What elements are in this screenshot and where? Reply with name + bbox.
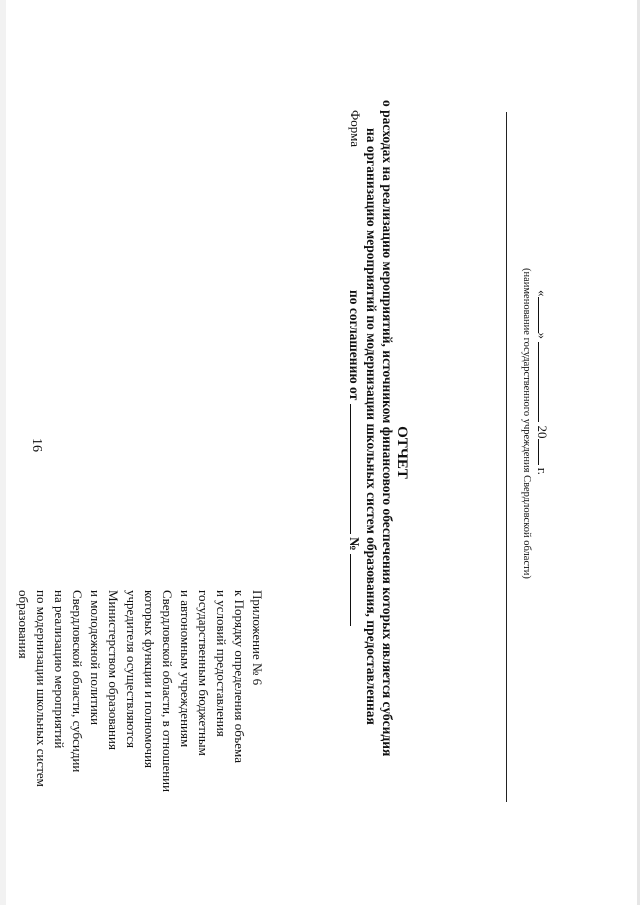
page-number: 16 <box>29 438 44 452</box>
report-title: ОТЧЕТ <box>394 426 410 479</box>
appendix-line: и автономным учреждениям <box>178 590 193 748</box>
appendix-line: Свердловской области, в отношении <box>160 590 175 793</box>
agreement-number-blank[interactable] <box>350 554 363 626</box>
report-date-line <box>534 290 551 475</box>
date-year-blank[interactable] <box>538 439 551 465</box>
date-day-blank[interactable] <box>538 297 551 333</box>
report-subtitle-line-1: о расходах на реализацию мероприятий, источником финансового обеспечения которых является субсидия <box>380 100 395 757</box>
agreement-number-sign: № <box>347 537 362 551</box>
appendix-line: Приложение № 6 <box>250 590 265 686</box>
date-close-quote: » <box>535 332 550 339</box>
appendix-line: на реализацию мероприятий <box>52 590 67 749</box>
institution-name-line[interactable] <box>506 112 507 802</box>
appendix-line: и условий предоставления <box>214 590 229 737</box>
form-label: Форма <box>348 110 363 147</box>
date-open-quote: « <box>535 290 550 297</box>
appendix-block <box>14 590 266 792</box>
appendix-line: Министерством образования <box>106 590 121 750</box>
appendix-line: учредителя осуществляются <box>124 590 139 748</box>
agreement-date-blank[interactable] <box>350 404 363 534</box>
appendix-line: Свердловской области, субсидии <box>70 590 85 773</box>
appendix-line: которых функции и полномочия <box>142 590 157 769</box>
date-year-prefix: 20 <box>535 425 550 439</box>
appendix-line: и молодежной политики <box>88 590 103 726</box>
date-month-blank[interactable] <box>538 342 551 422</box>
appendix-line: по модернизации школьных систем <box>34 590 49 787</box>
report-subtitle-line-2: на организацию мероприятий по модернизации школьных систем образования, предоставленная <box>364 128 379 725</box>
report-agreement-line <box>346 290 363 626</box>
date-year-suffix: г. <box>535 467 550 475</box>
agreement-prefix: по соглашению от <box>347 290 362 401</box>
institution-caption: (наименование государственного учреждения Свердловской области) <box>521 268 532 579</box>
appendix-line: государственным бюджетным <box>196 590 211 756</box>
appendix-line: к Порядку определения объема <box>232 590 247 763</box>
appendix-line: образования <box>16 590 31 659</box>
